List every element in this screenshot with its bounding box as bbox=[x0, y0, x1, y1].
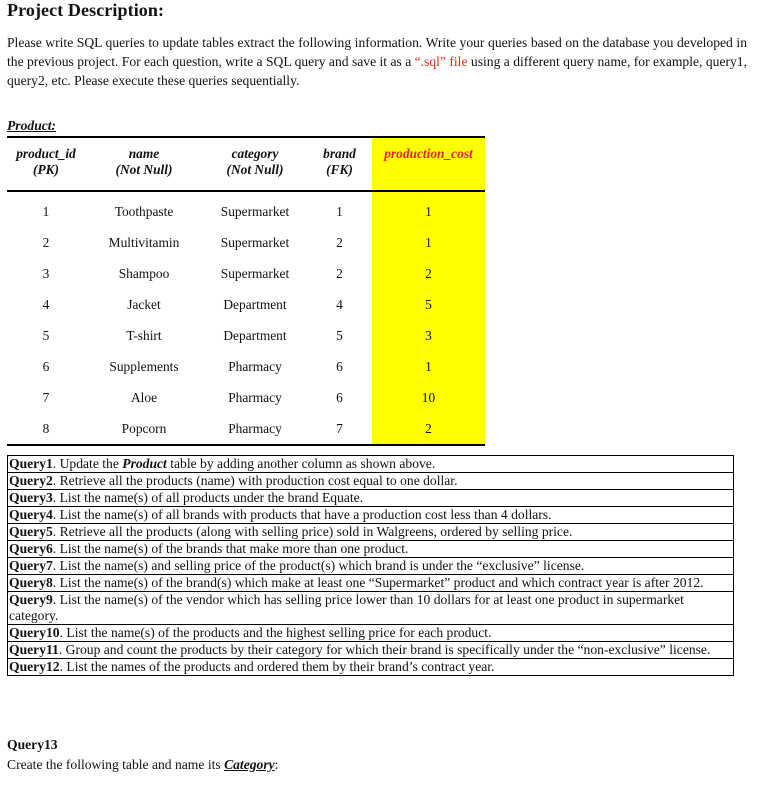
cell-name: Toothpaste bbox=[114, 203, 174, 219]
query13-text-post: : bbox=[274, 757, 279, 772]
table-row bbox=[7, 258, 485, 289]
query-text: . Group and count the products by their category for which their brand is specifically under the “non-exclusive” license. bbox=[58, 642, 711, 657]
header-brand bbox=[307, 137, 372, 191]
cell-production-cost: 10 bbox=[372, 382, 485, 413]
query-text: . Update the bbox=[52, 456, 123, 471]
intro-sql-highlight: “.sql” file bbox=[414, 54, 468, 69]
cell-brand: 5 bbox=[336, 327, 343, 343]
query-list-body bbox=[8, 456, 734, 676]
query-text: . List the name(s) of the brand(s) which make at least one “Supermarket” product and which contract year is after 2012. bbox=[52, 575, 704, 590]
cell-product-id: 3 bbox=[42, 265, 50, 281]
cell-production-cost: 1 bbox=[372, 351, 485, 382]
cell-name: Jacket bbox=[127, 296, 161, 312]
cell-production-cost: 5 bbox=[372, 289, 485, 320]
query-item bbox=[8, 575, 734, 592]
intro-text-1: Please write SQL queries to update tables extract the following information. Write your queries based on the database you developed in the previous project. For each question, write a SQL query and save it as a bbox=[7, 35, 747, 69]
query-row bbox=[8, 659, 734, 676]
query-label: Query1 bbox=[9, 456, 53, 471]
query-label: Query10 bbox=[9, 625, 60, 640]
cell-name: Multivitamin bbox=[108, 234, 180, 250]
query-label: Query9 bbox=[9, 592, 53, 607]
header-line1: product_id bbox=[16, 146, 76, 161]
table-row bbox=[7, 413, 485, 445]
cell-brand: 2 bbox=[336, 265, 343, 281]
query-text: table by adding another column as shown above. bbox=[166, 456, 436, 471]
cell-name: Aloe bbox=[130, 389, 158, 405]
cell-production-cost: 1 bbox=[372, 227, 485, 258]
cell-category: Supermarket bbox=[220, 265, 290, 281]
cell-production-cost: 1 bbox=[372, 191, 485, 227]
query-text: . List the name(s) of all brands with products that have a production cost less than 4 dollars. bbox=[52, 507, 552, 522]
query-item bbox=[8, 642, 734, 659]
header-production-cost bbox=[372, 137, 485, 191]
query-label: Query12 bbox=[9, 659, 60, 674]
query-item bbox=[8, 659, 734, 676]
query-text: . List the name(s) of all products under the brand Equate. bbox=[52, 490, 364, 505]
cell-production-cost: 2 bbox=[372, 413, 485, 445]
query-label: Query8 bbox=[9, 575, 53, 590]
query-label: Query11 bbox=[9, 642, 59, 657]
table-row bbox=[7, 227, 485, 258]
query-item bbox=[8, 592, 734, 625]
cell-production-cost: 2 bbox=[372, 258, 485, 289]
query-text: . Retrieve all the products (name) with production cost equal to one dollar. bbox=[52, 473, 458, 488]
cell-name: T-shirt bbox=[126, 327, 162, 343]
table-row bbox=[7, 289, 485, 320]
query-row bbox=[8, 456, 734, 473]
query13-label: Query13 bbox=[7, 737, 58, 752]
query-label: Query7 bbox=[9, 558, 53, 573]
query-label: Query6 bbox=[9, 541, 53, 556]
query-text: . List the name(s) and selling price of the product(s) which brand is under the “exclusive” license. bbox=[52, 558, 585, 573]
query-item bbox=[8, 507, 734, 524]
query-row bbox=[8, 473, 734, 490]
query-row bbox=[8, 625, 734, 642]
query-row bbox=[8, 642, 734, 659]
cell-category: Pharmacy bbox=[228, 358, 282, 374]
query-row bbox=[8, 592, 734, 625]
cell-brand: 7 bbox=[336, 420, 343, 436]
query-label: Query2 bbox=[9, 473, 53, 488]
header-line1: brand bbox=[323, 146, 356, 161]
cell-product-id: 8 bbox=[42, 420, 50, 436]
cell-brand: 2 bbox=[336, 234, 343, 250]
table-header-row bbox=[7, 137, 485, 191]
intro-text-2: using a different query name, for example, query1, query2, etc. Please execute these queries sequentially. bbox=[7, 54, 747, 88]
cell-name: Popcorn bbox=[121, 420, 167, 436]
header-line2: (Not Null) bbox=[115, 162, 173, 177]
query13-text-pre: Create the following table and name its bbox=[7, 757, 225, 772]
query-item bbox=[8, 558, 734, 575]
cell-category: Supermarket bbox=[220, 234, 290, 250]
cell-product-id: 7 bbox=[42, 389, 50, 405]
cell-category: Pharmacy bbox=[228, 389, 282, 405]
cell-name: Supplements bbox=[109, 358, 179, 374]
table-row bbox=[7, 320, 485, 351]
query-item bbox=[8, 625, 734, 642]
query-text: . List the name(s) of the brands that make more than one product. bbox=[52, 541, 409, 556]
header-category bbox=[203, 137, 307, 191]
cell-production-cost: 3 bbox=[372, 320, 485, 351]
cell-brand: 4 bbox=[336, 296, 343, 312]
cell-category: Supermarket bbox=[220, 203, 290, 219]
cell-category: Department bbox=[223, 296, 287, 312]
header-name bbox=[85, 137, 203, 191]
cell-product-id: 1 bbox=[42, 203, 50, 219]
page-title: Project Description: bbox=[7, 0, 165, 20]
header-line2: (PK) bbox=[32, 162, 60, 177]
cell-brand: 6 bbox=[336, 358, 343, 374]
cell-brand: 1 bbox=[336, 203, 343, 219]
cell-product-id: 4 bbox=[42, 296, 50, 312]
query-item bbox=[8, 524, 734, 541]
query-text: . List the name(s) of the vendor which has selling price lower than 10 dollars for at least one product in supermarket category. bbox=[9, 592, 684, 623]
header-line1: category bbox=[231, 146, 279, 161]
table-row bbox=[7, 351, 485, 382]
header-product-id bbox=[7, 137, 85, 191]
query-row bbox=[8, 558, 734, 575]
query-label: Query5 bbox=[9, 524, 53, 539]
query-text: . List the names of the products and ordered them by their brand’s contract year. bbox=[59, 659, 495, 674]
query-row bbox=[8, 524, 734, 541]
header-line1: name bbox=[128, 146, 160, 161]
query-item bbox=[8, 490, 734, 507]
query-label: Query4 bbox=[9, 507, 53, 522]
query-row bbox=[8, 541, 734, 558]
query-row bbox=[8, 507, 734, 524]
query13-text bbox=[7, 757, 278, 773]
query-item bbox=[8, 473, 734, 490]
category-table-name: Category bbox=[224, 757, 275, 772]
cell-brand: 6 bbox=[336, 389, 343, 405]
query-label: Query3 bbox=[9, 490, 53, 505]
cell-category: Department bbox=[223, 327, 287, 343]
query-row bbox=[8, 575, 734, 592]
table-row bbox=[7, 191, 485, 227]
product-table-label: Product: bbox=[7, 118, 57, 133]
table-body bbox=[7, 191, 485, 445]
query-list bbox=[7, 455, 734, 676]
header-line1: production_cost bbox=[384, 146, 473, 161]
query-row bbox=[8, 490, 734, 507]
query-item bbox=[8, 456, 734, 473]
product-table bbox=[7, 136, 485, 446]
header-line2: (Not Null) bbox=[226, 162, 284, 177]
cell-product-id: 2 bbox=[42, 234, 50, 250]
intro-paragraph bbox=[7, 33, 747, 90]
cell-product-id: 6 bbox=[42, 358, 50, 374]
query-item bbox=[8, 541, 734, 558]
cell-category: Pharmacy bbox=[228, 420, 282, 436]
cell-name: Shampoo bbox=[118, 265, 170, 281]
table-row bbox=[7, 382, 485, 413]
header-line2: (FK) bbox=[326, 162, 353, 177]
query-text: . List the name(s) of the products and the highest selling price for each product. bbox=[59, 625, 492, 640]
query-text: . Retrieve all the products (along with selling price) sold in Walgreens, ordered by selling price. bbox=[52, 524, 573, 539]
cell-product-id: 5 bbox=[42, 327, 50, 343]
product-table-ref: Product bbox=[122, 456, 167, 471]
